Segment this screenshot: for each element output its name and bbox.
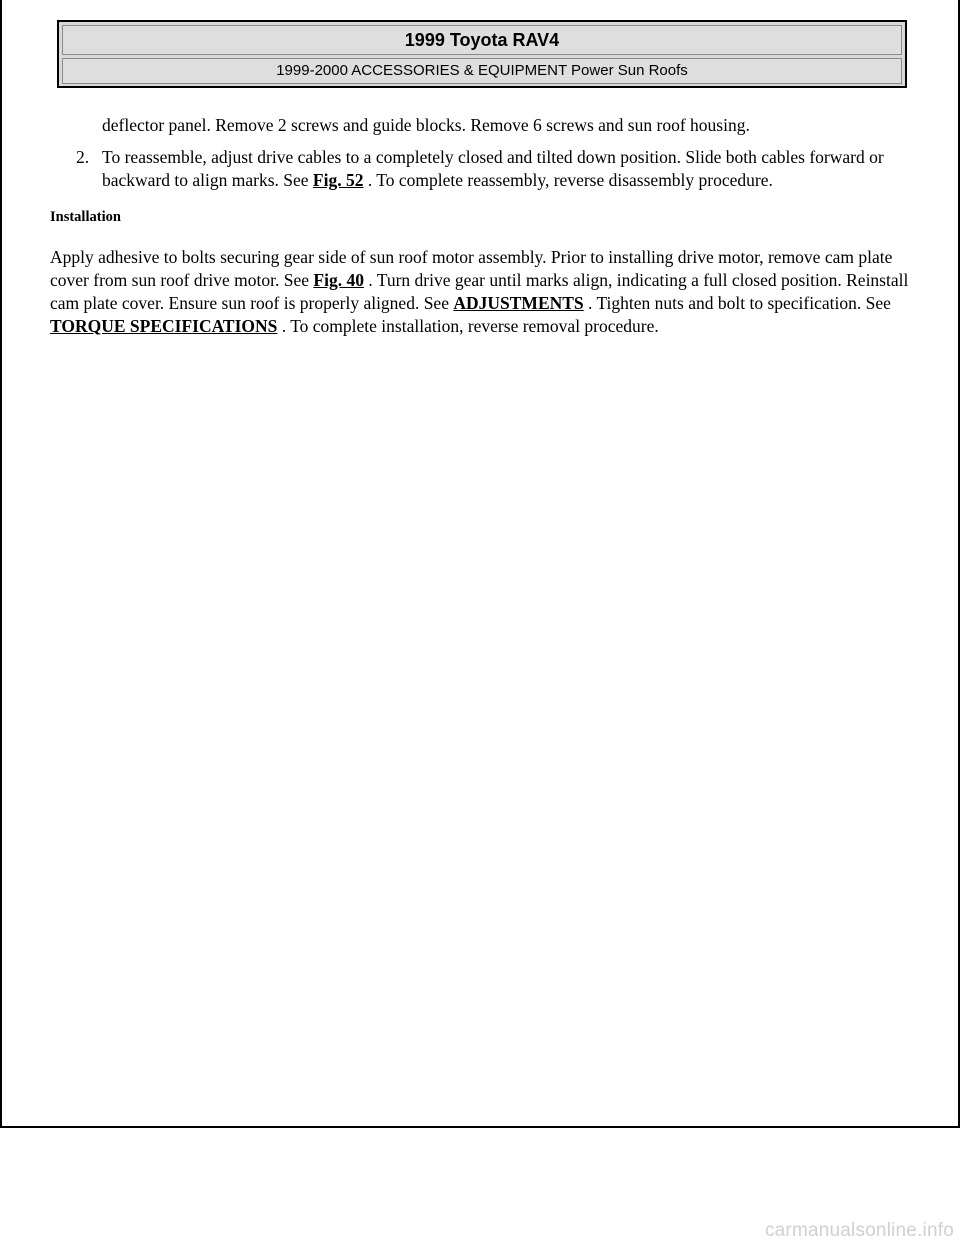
step-item-2 — [50, 146, 910, 192]
installation-text-1: Apply adhesive to bolts securing gear side of sun roof motor assembly. Prior to installing drive motor, remove cam plate cover from sun roof drive motor. See — [50, 247, 893, 290]
continued-step-text: deflector panel. Remove 2 screws and guide blocks. Remove 6 screws and sun roof housing. — [102, 115, 750, 135]
step-text-end: . To complete reassembly, reverse disassembly procedure. — [363, 170, 773, 190]
installation-text-3: . Tighten nuts and bolt to specification. See — [583, 293, 891, 313]
step-text: To reassemble, adjust drive cables to a completely closed and tilted down position. Slide both cables forward or backward to align marks. See — [102, 147, 884, 190]
adjustments-link[interactable]: ADJUSTMENTS — [453, 293, 584, 313]
header-title: 1999 Toyota RAV4 — [62, 25, 902, 55]
installation-text-4: . To complete installation, reverse removal procedure. — [277, 316, 659, 336]
footer-watermark: carmanualsonline.info — [764, 1220, 954, 1241]
installation-text-2: . Turn drive gear until marks align, indicating a full closed position. Reinstall cam plate cover. Ensure sun roof is properly aligned. See — [50, 270, 909, 313]
section-heading-installation: Installation — [50, 209, 121, 225]
document-header — [57, 20, 907, 88]
header-subtitle: 1999-2000 ACCESSORIES & EQUIPMENT Power Sun Roofs — [62, 58, 902, 84]
torque-specifications-link[interactable]: TORQUE SPECIFICATIONS — [50, 316, 278, 336]
document-body — [50, 114, 910, 338]
fig-52-link[interactable]: Fig. 52 — [312, 170, 364, 190]
fig-40-link[interactable]: Fig. 40 — [313, 270, 364, 290]
step-number: 2. — [76, 147, 90, 167]
installation-paragraph — [50, 246, 910, 338]
